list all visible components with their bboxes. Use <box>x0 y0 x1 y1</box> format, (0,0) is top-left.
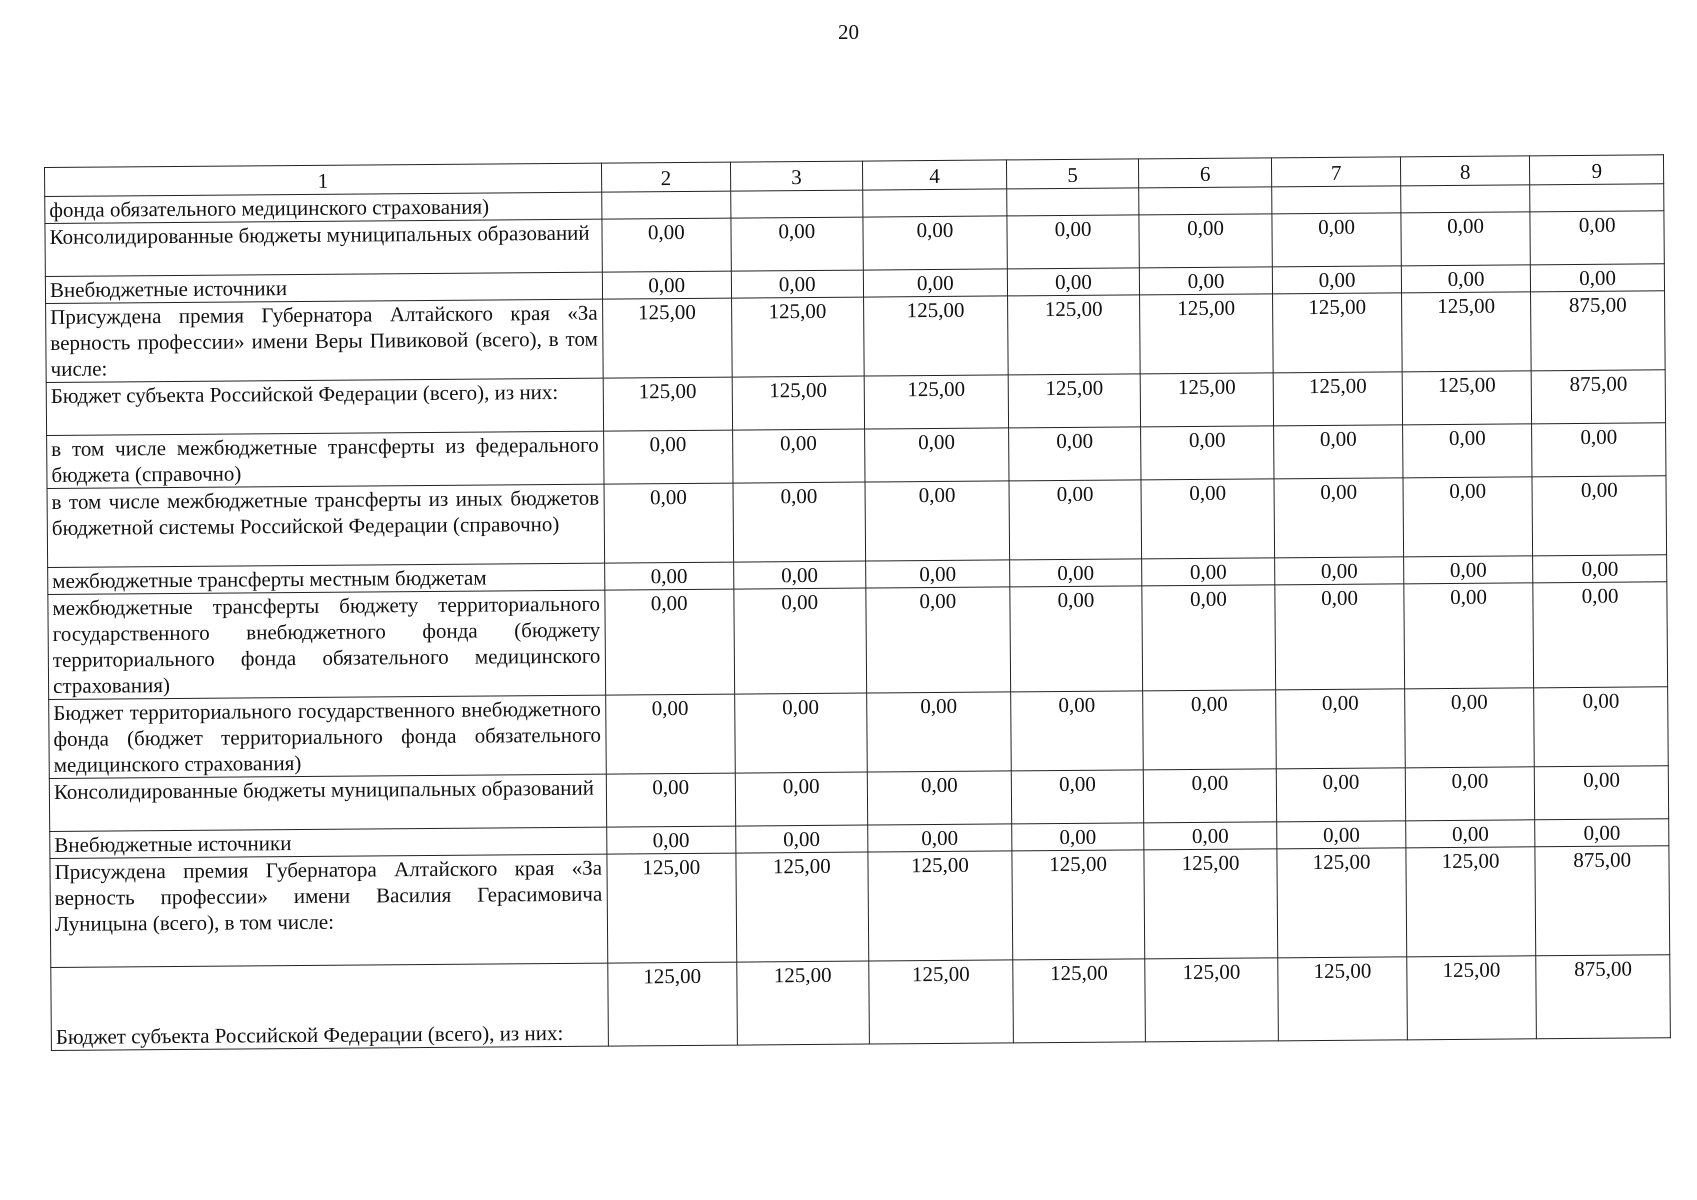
value-cell: 0,00 <box>1532 476 1666 556</box>
value-cell: 0,00 <box>1009 427 1141 481</box>
value-cell: 0,00 <box>1012 770 1144 824</box>
page-number: 20 <box>838 20 859 44</box>
value-cell <box>731 190 863 218</box>
column-header: 6 <box>1138 158 1272 188</box>
value-cell <box>862 189 1007 217</box>
value-cell: 125,00 <box>1274 372 1403 426</box>
value-cell <box>601 191 731 219</box>
table-row <box>48 582 1668 700</box>
value-cell: 0,00 <box>731 217 863 271</box>
value-cell: 125,00 <box>607 962 737 1046</box>
value-cell: 0,00 <box>867 824 1012 852</box>
value-cell <box>1138 187 1272 215</box>
value-cell: 0,00 <box>862 216 1007 270</box>
value-cell: 0,00 <box>1277 821 1406 849</box>
value-cell <box>1272 186 1401 214</box>
value-cell: 0,00 <box>1142 690 1276 770</box>
value-cell: 125,00 <box>603 377 733 431</box>
table-row <box>50 846 1670 968</box>
value-cell: 0,00 <box>1533 555 1667 583</box>
value-cell: 0,00 <box>1406 820 1536 848</box>
value-cell: 875,00 <box>1531 291 1665 371</box>
value-cell: 125,00 <box>1008 374 1140 428</box>
value-cell: 0,00 <box>1008 268 1140 296</box>
value-cell: 125,00 <box>1278 957 1407 1041</box>
column-header: 3 <box>731 161 863 191</box>
value-cell: 125,00 <box>1273 293 1402 373</box>
value-cell: 0,00 <box>1275 557 1404 585</box>
value-cell: 0,00 <box>1273 266 1402 294</box>
value-cell <box>1530 184 1664 212</box>
value-cell: 0,00 <box>1534 687 1668 767</box>
value-cell: 0,00 <box>864 428 1009 482</box>
value-cell: 125,00 <box>732 376 864 430</box>
value-cell: 125,00 <box>1012 850 1144 960</box>
value-cell: 0,00 <box>1404 583 1534 689</box>
value-cell: 875,00 <box>1536 955 1670 1039</box>
value-cell: 125,00 <box>1144 849 1278 959</box>
value-cell <box>1007 188 1139 216</box>
value-cell: 0,00 <box>605 694 735 774</box>
value-cell: 125,00 <box>1008 295 1140 375</box>
value-cell: 0,00 <box>863 269 1008 297</box>
value-cell: 0,00 <box>1401 212 1531 266</box>
row-label: Присуждена премия Губернатора Алтайского края «За верность профессии» имени Василия Герасимовича Луницына (всего), в том числе: <box>50 854 607 967</box>
value-cell: 0,00 <box>1141 558 1275 586</box>
column-header: 9 <box>1530 155 1664 185</box>
value-cell: 0,00 <box>602 271 732 299</box>
row-label: Присуждена премия Губернатора Алтайского края «За верность профессии» имени Веры Пивиковой (всего), в том числе: <box>46 299 603 382</box>
table-row <box>46 291 1666 383</box>
value-cell: 125,00 <box>1140 373 1274 427</box>
value-cell: 0,00 <box>1143 769 1277 823</box>
value-cell: 0,00 <box>1535 766 1669 820</box>
value-cell: 125,00 <box>1277 848 1406 958</box>
value-cell: 0,00 <box>1402 424 1532 478</box>
value-cell: 0,00 <box>1142 585 1276 691</box>
value-cell: 0,00 <box>604 483 734 563</box>
value-cell: 0,00 <box>865 587 1011 693</box>
value-cell: 0,00 <box>604 589 734 695</box>
value-cell: 0,00 <box>601 218 731 272</box>
value-cell: 125,00 <box>1139 294 1273 374</box>
value-cell: 0,00 <box>603 430 733 484</box>
value-cell: 875,00 <box>1535 846 1669 956</box>
value-cell: 0,00 <box>1012 823 1144 851</box>
value-cell: 0,00 <box>1274 478 1403 558</box>
value-cell: 0,00 <box>734 561 866 589</box>
value-cell: 0,00 <box>736 825 868 853</box>
value-cell: 0,00 <box>1532 423 1666 477</box>
value-cell: 125,00 <box>606 853 736 963</box>
row-label: в том числе межбюджетные трансферты из федерального бюджета (справочно) <box>47 431 604 488</box>
table-row <box>47 476 1667 568</box>
value-cell: 0,00 <box>1403 477 1533 557</box>
value-cell: 0,00 <box>1143 822 1277 850</box>
value-cell: 0,00 <box>867 771 1012 825</box>
value-cell: 0,00 <box>733 482 865 562</box>
value-cell: 0,00 <box>1011 691 1143 771</box>
column-header: 4 <box>862 160 1007 190</box>
value-cell: 0,00 <box>735 693 867 773</box>
row-label: фонда обязательного медицинского страхования) <box>45 192 602 223</box>
value-cell: 0,00 <box>1403 556 1533 584</box>
value-cell: 125,00 <box>737 961 869 1045</box>
value-cell: 125,00 <box>602 298 732 378</box>
value-cell: 0,00 <box>1530 211 1664 265</box>
value-cell: 0,00 <box>1275 584 1404 690</box>
row-label: Внебюджетные источники <box>50 827 607 858</box>
column-header: 5 <box>1007 159 1139 189</box>
value-cell: 0,00 <box>866 692 1011 772</box>
budget-table-sheet <box>44 154 1671 1051</box>
value-cell: 0,00 <box>731 270 863 298</box>
value-cell: 0,00 <box>1401 265 1531 293</box>
row-label: Консолидированные бюджеты муниципальных образований <box>49 774 606 831</box>
value-cell: 0,00 <box>1007 215 1139 269</box>
row-label: межбюджетные трансферты бюджету территориального государственного внебюджетного фонда (бюджету территориального фонда обязательного медицинского страхования) <box>48 590 605 699</box>
value-cell: 0,00 <box>1140 426 1274 480</box>
row-label: в том числе межбюджетные трансферты из иных бюджетов бюджетной системы Российской Федерации (справочно) <box>47 484 604 567</box>
value-cell: 0,00 <box>1533 582 1667 688</box>
value-cell: 0,00 <box>1404 688 1534 768</box>
value-cell: 0,00 <box>734 588 866 694</box>
value-cell: 0,00 <box>604 562 734 590</box>
value-cell: 125,00 <box>867 851 1013 961</box>
value-cell: 0,00 <box>733 429 865 483</box>
value-cell: 125,00 <box>1013 959 1145 1043</box>
value-cell: 0,00 <box>1010 586 1142 692</box>
value-cell: 0,00 <box>606 773 736 827</box>
value-cell: 0,00 <box>1141 479 1275 559</box>
value-cell: 0,00 <box>1010 559 1142 587</box>
value-cell: 0,00 <box>1276 689 1405 769</box>
value-cell: 0,00 <box>1139 214 1273 268</box>
value-cell: 125,00 <box>732 297 864 377</box>
value-cell <box>1401 185 1531 213</box>
value-cell: 125,00 <box>1145 958 1279 1042</box>
value-cell: 0,00 <box>1277 768 1406 822</box>
value-cell: 125,00 <box>1401 292 1531 372</box>
value-cell: 0,00 <box>1139 267 1273 295</box>
value-cell: 0,00 <box>1535 819 1669 847</box>
column-header: 1 <box>45 163 602 196</box>
value-cell: 125,00 <box>1406 847 1536 957</box>
value-cell: 125,00 <box>868 960 1013 1044</box>
row-label: Консолидированные бюджеты муниципальных образований <box>45 219 602 276</box>
value-cell: 125,00 <box>863 296 1008 376</box>
table-row <box>49 687 1669 779</box>
value-cell: 875,00 <box>1532 370 1666 424</box>
value-cell: 0,00 <box>1531 264 1665 292</box>
column-header: 2 <box>601 162 731 192</box>
row-label: межбюджетные трансферты местным бюджетам <box>48 563 605 594</box>
table-row <box>51 955 1671 1051</box>
row-label: Бюджет субъекта Российской Федерации (всего), из них: <box>46 378 603 435</box>
row-label: Бюджет территориального государственного внебюджетного фонда (бюджет территориального фонда обязательного медицинского страхования) <box>49 695 606 778</box>
value-cell: 125,00 <box>736 852 868 962</box>
budget-table <box>44 154 1671 1051</box>
value-cell: 0,00 <box>865 481 1010 561</box>
column-header: 7 <box>1272 157 1401 187</box>
value-cell: 0,00 <box>1405 767 1535 821</box>
value-cell: 0,00 <box>1274 425 1403 479</box>
value-cell: 125,00 <box>1407 956 1537 1040</box>
value-cell: 125,00 <box>864 375 1009 429</box>
value-cell: 0,00 <box>735 772 867 826</box>
value-cell: 0,00 <box>865 560 1010 588</box>
row-label: Бюджет субъекта Российской Федерации (всего), из них: <box>51 963 608 1050</box>
row-label: Внебюджетные источники <box>45 272 602 303</box>
value-cell: 125,00 <box>1402 371 1532 425</box>
value-cell: 0,00 <box>606 826 736 854</box>
value-cell: 0,00 <box>1009 480 1141 560</box>
column-header: 8 <box>1400 156 1530 186</box>
value-cell: 0,00 <box>1272 213 1401 267</box>
